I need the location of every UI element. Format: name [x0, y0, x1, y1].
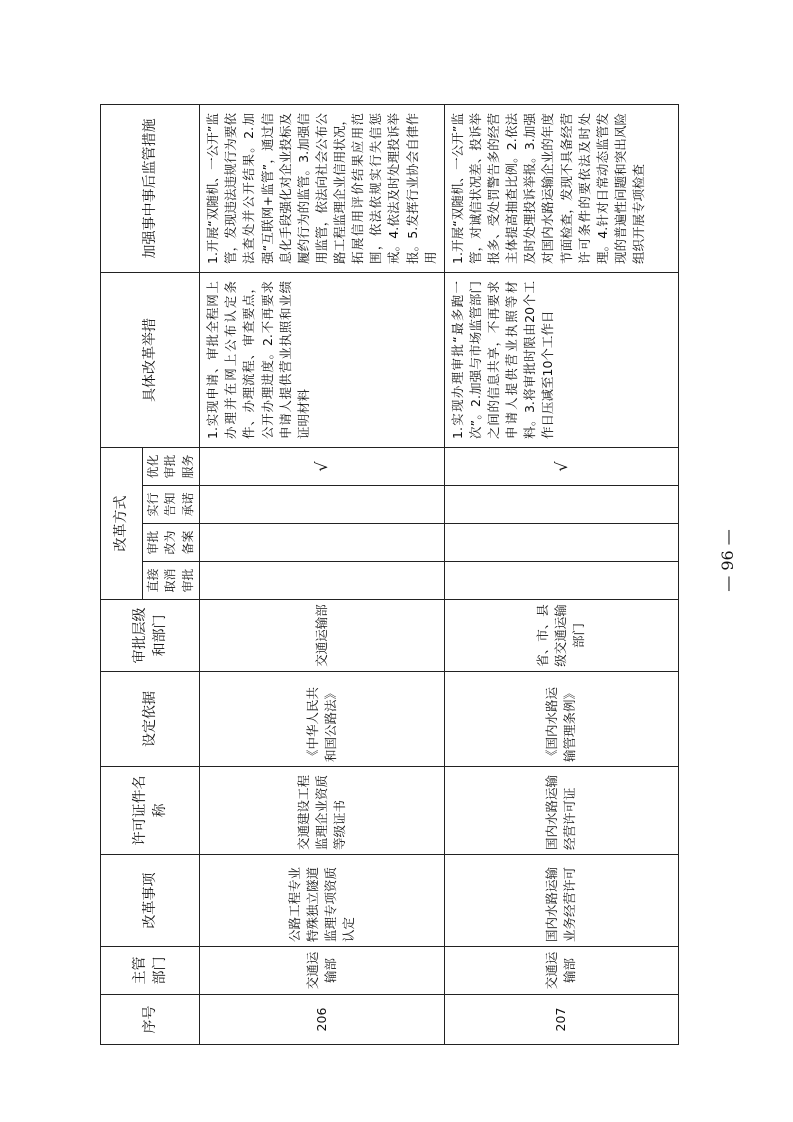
row-cancel-mark — [200, 562, 445, 600]
row-level: 省、市、县级交通运输部门 — [444, 600, 678, 672]
row-license: 国内水路运输经营许可证 — [444, 767, 678, 855]
header-seq: 序号 — [101, 995, 200, 1045]
row-cancel-mark — [444, 562, 678, 600]
row-dept: 交通运输部 — [200, 947, 445, 995]
row-optimize-mark: √ — [200, 448, 445, 486]
header-mode-promise: 实行告知承诺 — [143, 486, 200, 524]
page-number — [712, 520, 742, 600]
row-seq: 207 — [444, 995, 678, 1045]
header-mode-file: 审批改为备案 — [143, 524, 200, 562]
row-file-mark — [200, 524, 445, 562]
header-dept: 主管部门 — [101, 947, 200, 995]
header-measures: 具体改革举措 — [101, 273, 200, 448]
row-supervision: 1.开展“双随机、一公开”监管，对诚信状况差、投诉举报多、受处罚警告多的经营主体提高抽查比例。2.依法及时处理投诉举报。3.加强对国内水路运输企业的年度节面检查，发现不具备经营许可条件的要依法及时处理。4.针对日常动态监管发现的普遍性问题和突出风险组织开展专项检查 — [444, 105, 678, 273]
row-license: 交通建设工程监理企业资质等级证书 — [200, 767, 445, 855]
row-file-mark — [444, 524, 678, 562]
row-promise-mark — [200, 486, 445, 524]
header-mode-cancel: 直接取消审批 — [143, 562, 200, 600]
header-item: 改革事项 — [101, 855, 200, 947]
row-basis: 《中华人民共和国公路法》 — [200, 672, 445, 767]
header-mode-optimize: 优化审批服务 — [143, 448, 200, 486]
row-measures: 1.实现申请、审批全程网上办理并在网上公布认定条件、办理流程、审查要点，公开办理进度。2.不再要求申请人提供营业执照和业绩证明材料 — [200, 273, 445, 448]
header-license: 许可证件名称 — [101, 767, 200, 855]
row-seq: 206 — [200, 995, 445, 1045]
table-row — [200, 105, 445, 1045]
row-promise-mark — [444, 486, 678, 524]
page-number-text: — 96 — — [717, 528, 737, 592]
row-dept: 交通运输部 — [444, 947, 678, 995]
reform-table — [100, 104, 679, 1045]
row-optimize-mark: √ — [444, 448, 678, 486]
row-measures: 1.实现办理审批“最多跑一次”。2.加强与市场监管部门之间的信息共享，不再要求申请人提供营业执照等材料。3.将审批时限由20个工作日压减至10个工作日 — [444, 273, 678, 448]
row-level: 交通运输部 — [200, 600, 445, 672]
row-basis: 《国内水路运输管理条例》 — [444, 672, 678, 767]
header-mode: 改革方式 — [101, 448, 143, 600]
header-basis: 设定依据 — [101, 672, 200, 767]
row-supervision: 1.开展“双随机、一公开”监管，发现违法违规行为要依法查处并公开结果。2.加强“互联网+监管”，通过信息化手段强化对企业投标及履约行为的监管。3.加强信用监管，依法向社会公布公路工程监理企业信用状况，拓展信用评价结果应用范围，依法依规实行失信惩戒。4.依法及时处理投诉举报。5.发挥行业协会自律作用 — [200, 105, 445, 273]
reform-table-sheet — [100, 105, 663, 1045]
row-item: 公路工程专业特殊独立隧道监理专项资质认定 — [200, 855, 445, 947]
header-level: 审批层级和部门 — [101, 600, 200, 672]
table-row — [444, 105, 678, 1045]
header-supervision: 加强事中事后监管措施 — [101, 105, 200, 273]
row-item: 国内水路运输业务经营许可 — [444, 855, 678, 947]
